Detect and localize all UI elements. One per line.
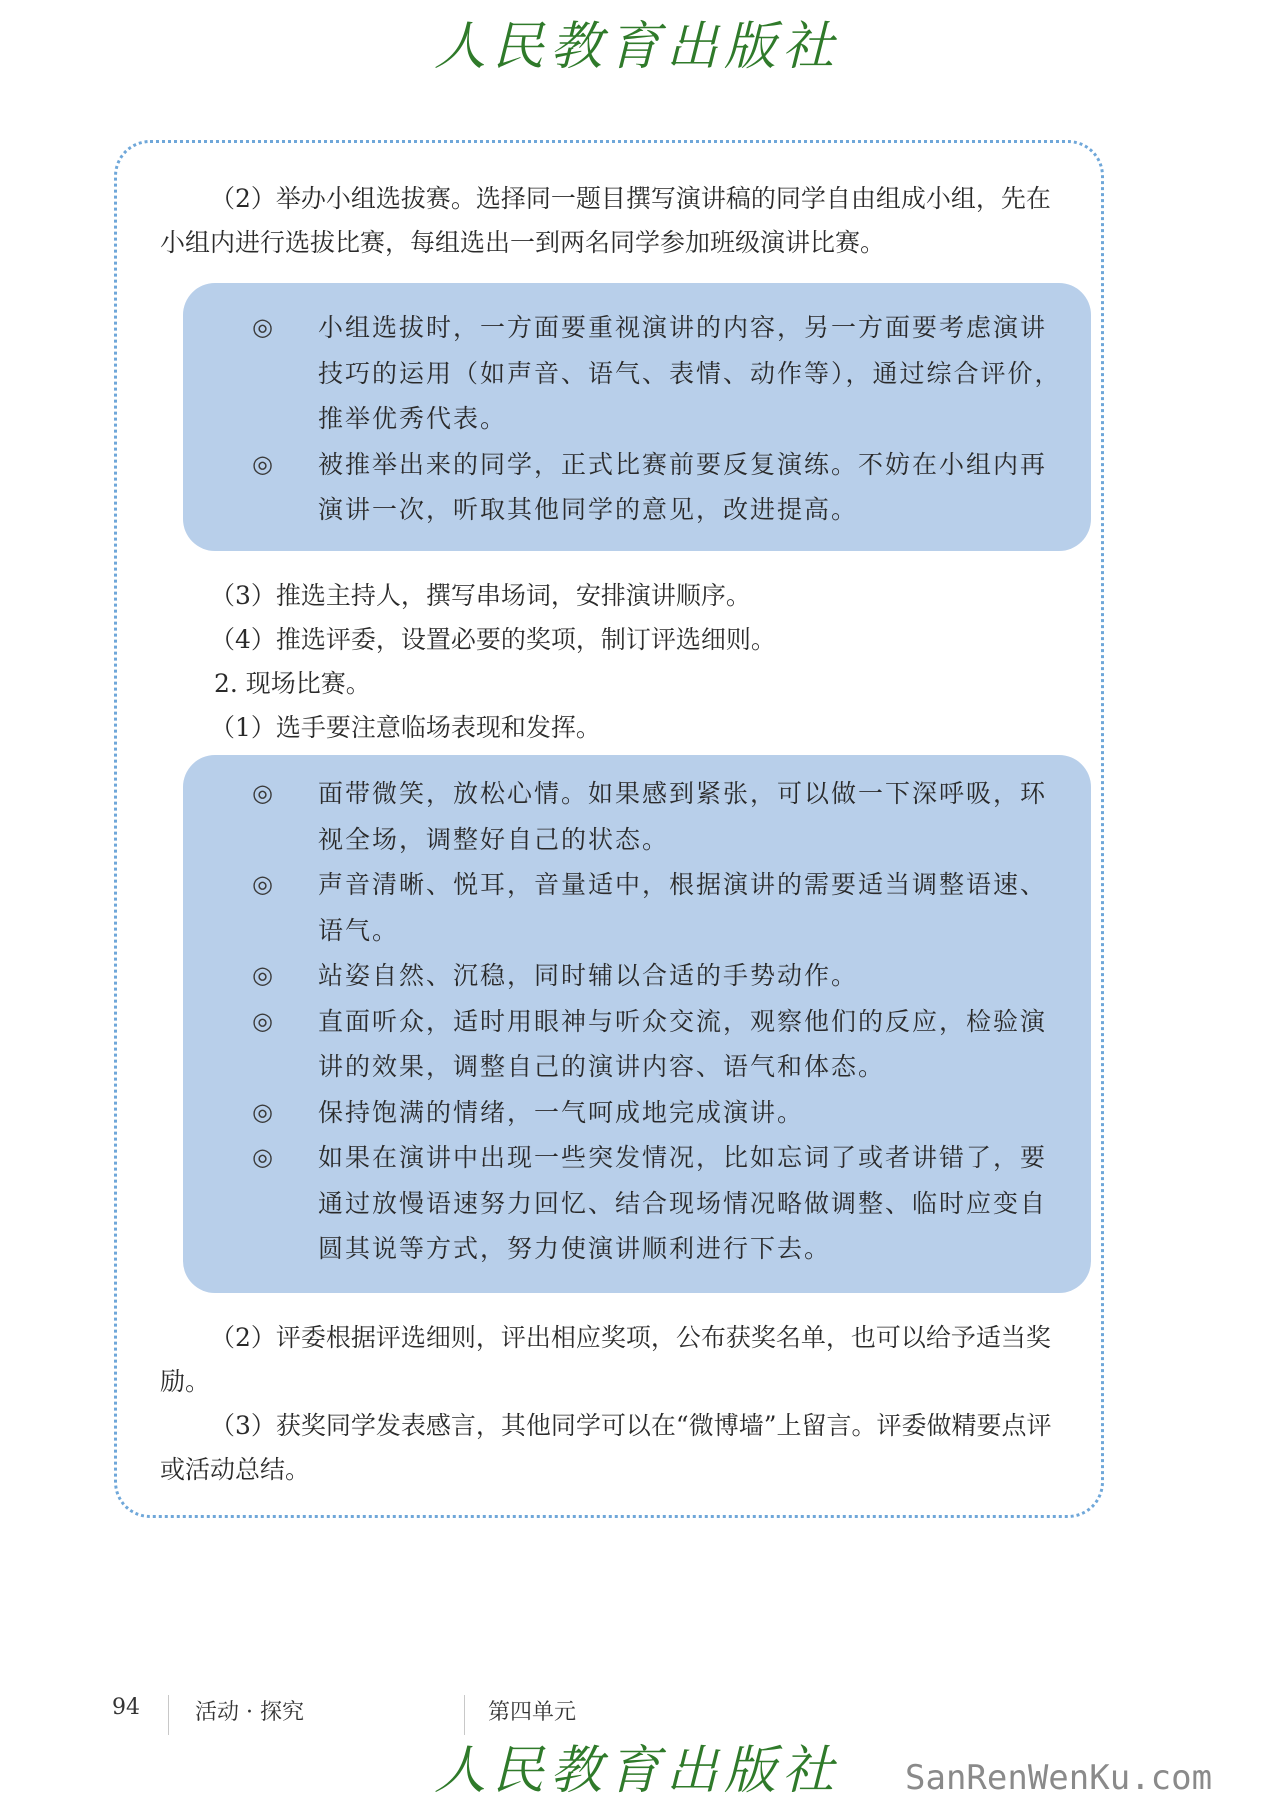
footer-section: 活动 · 探究 xyxy=(195,1700,304,1725)
bullet-icon: ◎ xyxy=(252,449,275,478)
tip-item xyxy=(252,953,1071,999)
bullet-icon: ◎ xyxy=(252,1006,275,1035)
tip-text: 被推举出来的同学，正式比赛前要反复演练。不妨在小组内再演讲一次，听取其他同学的意见，改进提高。 xyxy=(318,449,1048,524)
tip-item xyxy=(252,1090,1071,1136)
tip-text: 小组选拔时，一方面要重视演讲的内容，另一方面要考虑演讲技巧的运用（如声音、语气、表情、动作等），通过综合评价，推举优秀代表。 xyxy=(318,313,1062,433)
publisher-logo-footer: 人民教育出版社 xyxy=(433,1741,840,1801)
bullet-icon: ◎ xyxy=(252,870,275,898)
bullet-icon: ◎ xyxy=(252,1143,275,1171)
tip-text: 面带微笑，放松心情。如果感到紧张，可以做一下深呼吸，环视全场，调整好自己的状态。 xyxy=(318,779,1048,854)
tip-text: 声音清晰、悦耳，音量适中，根据演讲的需要适当调整语速、语气。 xyxy=(318,870,1048,945)
tip-text: 保持饱满的情绪，一气呵成地完成演讲。 xyxy=(318,1097,805,1127)
bullet-icon: ◎ xyxy=(252,961,275,989)
tip-item xyxy=(252,862,1071,953)
tip-text: 如果在演讲中出现一些突发情况，比如忘词了或者讲错了，要通过放慢语速努力回忆、结合现场情况略做调整、临时应变自圆其说等方式，努力使演讲顺利进行下去。 xyxy=(318,1143,1048,1263)
heading-2: 2. 现场比赛。 xyxy=(214,669,371,698)
publisher-logo: 人民教育出版社 xyxy=(433,17,840,77)
tip-item xyxy=(252,1135,1071,1272)
item-4: （4）推选评委，设置必要的奖项，制订评选细则。 xyxy=(210,625,776,654)
closing-paragraph-3: （3）获奖同学发表感言，其他同学可以在“微博墙”上留言。评委做精要点评或活动总结。 xyxy=(160,1411,1052,1484)
tip-item xyxy=(252,771,1071,862)
item-3: （3）推选主持人，撰写串场词，安排演讲顺序。 xyxy=(210,581,751,610)
sub-item-1: （1）选手要注意临场表现和发挥。 xyxy=(210,713,601,742)
tips-box-selection xyxy=(183,283,1091,551)
tip-text: 直面听众，适时用眼神与听众交流，观察他们的反应，检验演讲的效果，调整自己的演讲内容、语气和体态。 xyxy=(318,1006,1048,1081)
tip-item xyxy=(252,442,1071,533)
watermark: SanRenWenKu.com xyxy=(905,1758,1213,1798)
page-number: 94 xyxy=(112,1695,140,1720)
closing-paragraph-2: （2）评委根据评选细则，评出相应奖项，公布获奖名单，也可以给予适当奖励。 xyxy=(160,1323,1051,1396)
paragraph-2: （2）举办小组选拔赛。选择同一题目撰写演讲稿的同学自由组成小组，先在小组内进行选拔比赛，每组选出一到两名同学参加班级演讲比赛。 xyxy=(160,184,1051,257)
bullet-icon: ◎ xyxy=(252,1097,275,1126)
tip-text: 站姿自然、沉稳，同时辅以合适的手势动作。 xyxy=(318,961,859,990)
footer-unit: 第四单元 xyxy=(488,1700,577,1725)
bullet-icon: ◎ xyxy=(252,313,275,341)
bullet-icon: ◎ xyxy=(252,779,275,807)
tip-item xyxy=(252,305,1071,442)
tips-box-performance xyxy=(183,755,1091,1293)
tip-item xyxy=(252,999,1071,1090)
